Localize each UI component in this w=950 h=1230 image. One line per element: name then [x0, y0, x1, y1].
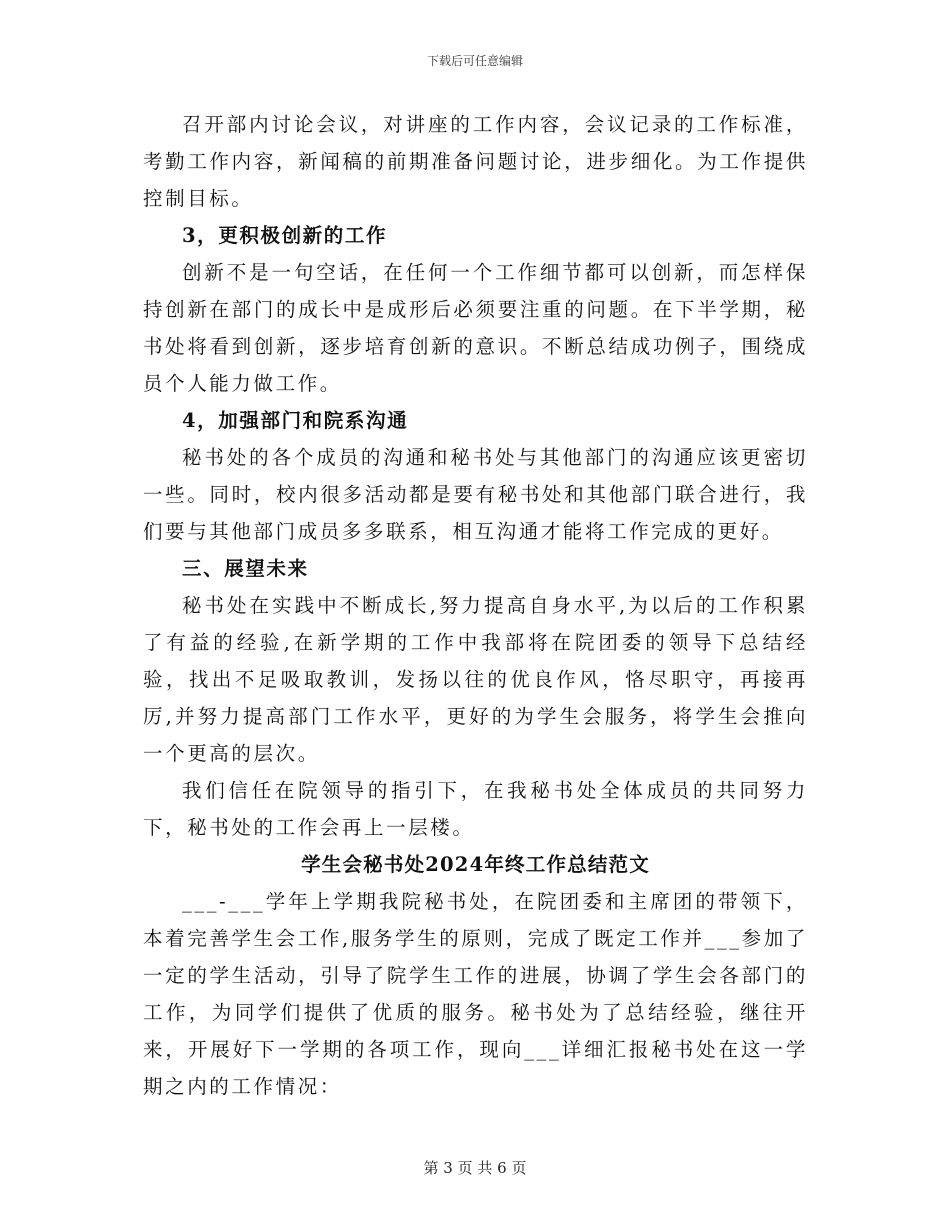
paragraph-meeting: 召开部内讨论会议，对讲座的工作内容，会议记录的工作标准，考勤工作内容，新闻稿的前期准备问题讨论，进步细化。为工作提供控制目标。 [143, 113, 808, 210]
document-title: 学生会秘书处2024年终工作总结范文 [301, 853, 650, 876]
section-heading-communication: 4，加强部门和院系沟通 [182, 409, 409, 432]
paragraph-closing: 我们信任在院领导的指引下，在我秘书处全体成员的共同努力下，秘书处的工作会再上一层楼。 [143, 779, 808, 839]
paragraph-innovation: 创新不是一句空话，在任何一个工作细节都可以创新，而怎样保持创新在部门的成长中是成形后必须要注重的问题。在下半学期，秘书处将看到创新，逐步培育创新的意识。不断总结成功例子，围绕成员个人能力做工作。 [143, 261, 808, 395]
document-body [143, 106, 808, 1105]
page-number: 第 3 页 共 6 页 [423, 1159, 527, 1177]
paragraph-outlook: 秘书处在实践中不断成长,努力提高自身水平,为以后的工作积累了有益的经验,在新学期的工作中我部将在院团委的领导下总结经验，找出不足吸取教训，发扬以往的优良作风，恪尽职守，再接再厉,并努力提高部门工作水平，更好的为学生会服务，将学生会推向一个更高的层次。 [143, 594, 808, 765]
paragraph-intro: ___-___学年上学期我院秘书处，在院团委和主席团的带领下，本着完善学生会工作,服务学生的原则，完成了既定工作并___参加了一定的学生活动，引导了院学生工作的进展，协调了学生会各部门的工作，为同学们提供了优质的服务。秘书处为了总结经验，继往开来，开展好下一学期的各项工作，现向___详细汇报秘书处在这一学期之内的工作情况： [143, 890, 808, 1098]
section-heading-innovation: 3，更积极创新的工作 [182, 224, 388, 247]
page-header-note: 下载后可任意编辑 [426, 54, 523, 68]
section-heading-outlook: 三、展望未来 [182, 557, 309, 580]
paragraph-communication: 秘书处的各个成员的沟通和秘书处与其他部门的沟通应该更密切一些。同时，校内很多活动都是要有秘书处和其他部门联合进行，我们要与其他部门成员多多联系，相互沟通才能将工作完成的更好。 [143, 446, 808, 543]
